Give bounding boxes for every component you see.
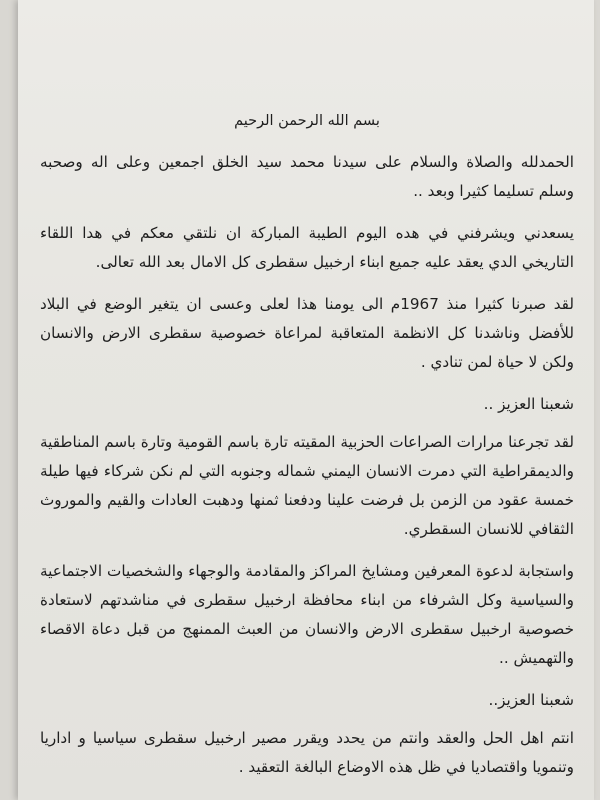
welcome-paragraph: يسعدني ويشرفني في هده اليوم الطيبة المباركة ان نلتقي معكم في هدا اللقاء التاريخي الدي يعقد عليه جميع ابناء ارخبيل سقطرى كل الامال بعد الله تعالى. [40,224,574,271]
patience-paragraph: لقد صبرنا كثيرا منذ 1967م الى يومنا هذا لعلى وعسى ان يتغير الوضع في البلاد للأفضل وناشدنا كل الانظمة المتعاقبة لمراعاة خصوصية سقطرى الارض والانسان ولكن لا حياة لمن تنادي . [40,295,574,371]
basmala-heading: بسم الله الرحمن الرحيم [234,113,380,129]
opening-paragraph: الحمدلله والصلاة والسلام على سيدنا محمد سيد الخلق اجمعين وعلى اله وصحبه وسلم تسليما كثيرا وبعد .. [40,153,574,200]
closing-paragraph: انتم اهل الحل والعقد وانتم من يحدد ويقرر مصير ارخبيل سقطرى سياسيا و اداريا وتنمويا واقتصاديا في ظل هذه الاوضاع البالغة التعقيد . [40,729,574,776]
conflicts-paragraph: لقد تجرعنا مرارات الصراعات الحزبية المقيته تارة باسم القومية وتارة باسم المناطقية والديمقراطية التي دمرت الانسان اليمني شماله وجنوبه التي لم نكن شركاء فيها طيلة خمسة عقود من الزمن بل فرضت علينا ودفعنا ثمنها ودهبت العادات والقيم والموروث الثقافي للانسان السقطري. [40,433,574,538]
response-paragraph: واستجابة لدعوة المعرفين ومشايخ المراكز والمقادمة والوجهاء والشخصيات الاجتماعية والسياسية وكل الشرفاء من ابناء محافظة ارخبيل سقطرى في مناشدتهم لاستعادة خصوصية ارخبيل سقطرى الارض والانسان من العبث الممنهج من قبل دعاة الاقصاء والتهميش .. [40,562,574,667]
document-body [40,108,574,782]
address-heading-2: شعبنا العزيز.. [488,691,574,709]
document-page [18,0,594,800]
address-heading-1: شعبنا العزيز .. [483,395,574,413]
